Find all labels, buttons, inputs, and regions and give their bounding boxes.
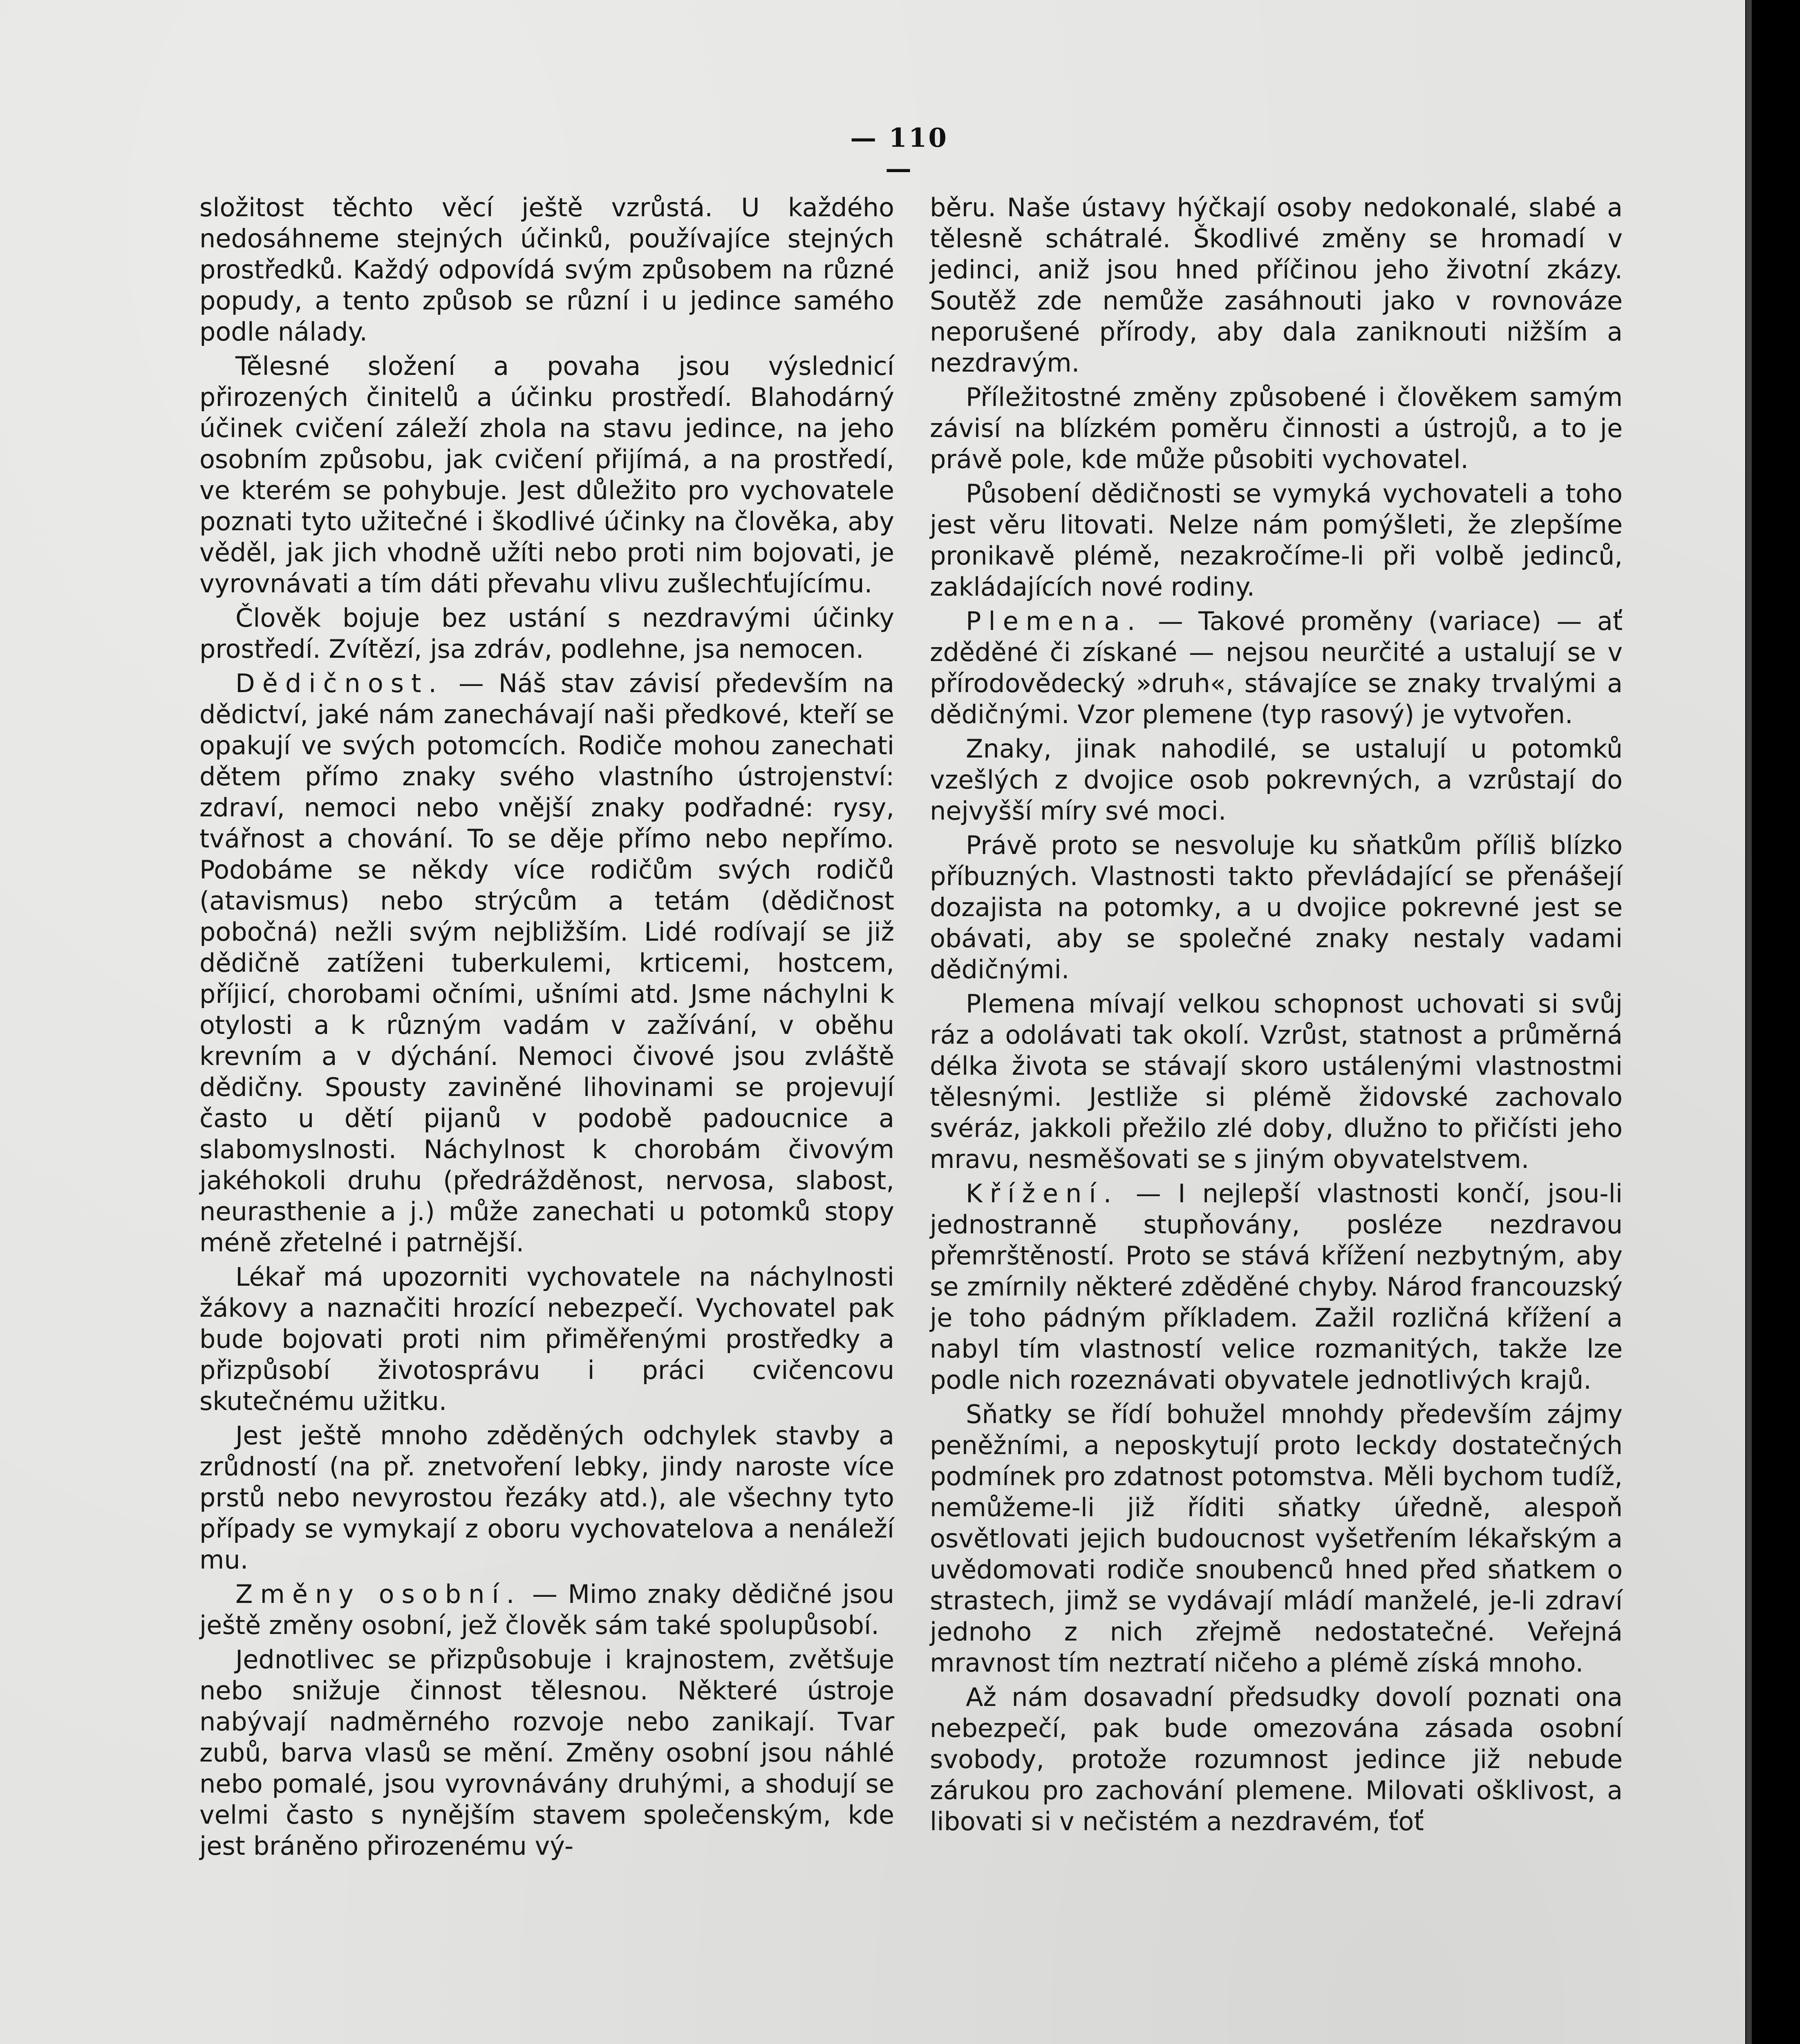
paragraph: Člověk bojuje bez ustání s nezdravými účinky prostředí. Zvítězí, jsa zdráv, podlehne, jsa nemocen. (199, 603, 894, 664)
paragraph: Znaky, jinak nahodilé, se ustalují u potomků vzešlých z dvojice osob pokrevných, a vzrůstají do nejvyšší míry své moci. (930, 734, 1623, 826)
section-heading-plemena: Plemena. (966, 606, 1143, 636)
paragraph: běru. Naše ústavy hýčkají osoby nedokonalé, slabé a tělesně schátralé. Škodlivé změny se hromadí v jedinci, aniž jsou hned příčinou jeho životní zkázy. Soutěž zde nemůže zasáhnouti jako v rovnováze neporušené přírody, aby dala zaniknouti nižším a nezdravým. (930, 193, 1623, 378)
paragraph: složitost těchto věcí ještě vzrůstá. U každého nedosáhneme stejných účinků, používajíce stejných prostředků. Každý odpovídá svým způsobem na různé popudy, a tento způsob se různí i u jedince samého podle nálady. (199, 193, 894, 347)
paragraph: Plemena mívají velkou schopnost uchovati si svůj ráz a odolávati tak okolí. Vzrůst, statnost a průměrná délka života se stávají skoro ustálenými vlastnostmi tělesnými. Jestliže si plémě židovské zachovalo svéráz, jakkoli přežilo zlé doby, dlužno to přičísti jeho mravu, nesměšovati se s jiným obyvatelstvem. (930, 989, 1623, 1174)
paragraph: Právě proto se nesvoluje ku sňatkům příliš blízko příbuzných. Vlastnosti takto převládající se přenášejí dozajista na potomky, a u dvojice pokrevné jest se obávati, aby se společné znaky nestaly vadami dědičnými. (930, 830, 1623, 984)
paragraph: Sňatky se řídí bohužel mnohdy především zájmy peněžními, a neposkytují proto leckdy dostatečných podmínek pro zdatnost potomstva. Měli bychom tudíž, nemůžeme-li již říditi sňatky úředně, alespoň osvětlovati jejich budoucnost vyšetřením lékařským a uvědomovati rodiče snoubenců hned před sňatkem o strastech, jimž se vydávají mládí manželé, je-li zdraví jednoho z nich zřejmě nedostatečné. Veřejná mravnost tím neztratí ničeho a plémě získá mnoho. (930, 1399, 1623, 1678)
section-heading-krizeni: Křížení. (966, 1179, 1119, 1208)
paragraph-text: — Mimo znaky dědičné jsou ještě změny osobní, jež člověk sám také spolupůsobí. (199, 1579, 894, 1640)
paragraph (199, 668, 894, 1258)
paragraph-text: — I nejlepší vlastnosti končí, jsou-li jednostranně stupňovány, posléze nezdravou přemrštěností. Proto se stává křížení nezbytným, aby se zmírnily některé zděděné chyby. Národ francouzský je toho pádným příkladem. Zažil rozličná křížení a nabyl tím vlastností velice rozmanitých, takže lze podle nich rozeznávati obyvatele jednotlivých krajů. (930, 1179, 1623, 1395)
paragraph (930, 1178, 1623, 1396)
left-column (199, 192, 894, 1865)
scan-dark-border (1745, 0, 1800, 2044)
scan-edge-line (1746, 0, 1752, 2044)
section-heading-dedicnost: Dědičnost. (235, 668, 444, 698)
paragraph: Příležitostné změny způsobené i člověkem samým závisí na blízkém poměru činnosti a ústrojů, a to je právě pole, kde může působiti vychovatel. (930, 382, 1623, 474)
paragraph: Jest ještě mnoho zděděných odchylek stavby a zrůdností (na př. znetvoření lebky, jindy naroste více prstů nebo nevyrostou řezáky atd.), ale všechny tyto případy se vymykají z oboru vychovatelova a nenáleží mu. (199, 1421, 894, 1575)
paragraph: Tělesné složení a povaha jsou výslednicí přirozených činitelů a účinku prostředí. Blahodárný účinek cvičení záleží zhola na stavu jedince, na jeho osobním způsobu, jak cvičení přijímá, a na prostředí, ve kterém se pohybuje. Jest důležito pro vychovatele poznati tyto užitečné i škodlivé účinky na člověka, aby věděl, jak jich vhodně užíti nebo proti nim bojovati, je vyrovnávati a tím dáti převahu vlivu zušlechťujícímu. (199, 351, 894, 598)
paragraph: Až nám dosavadní předsudky dovolí poznati ona nebezpečí, pak bude omezována zásada osobní svobody, protože rozumnost jedince již nebude zárukou pro zachování plemene. Milovati ošklivost, a libovati si v nečistém a nezdravém, ťoť (930, 1682, 1623, 1836)
paragraph: Jednotlivec se přizpůsobuje i krajnostem, zvětšuje nebo snižuje činnost tělesnou. Některé ústroje nabývají nadměrného rozvoje nebo zanikají. Tvar zubů, barva vlasů se mění. Změny osobní jsou náhlé nebo pomalé, jsou vyrovnávány druhými, a shodují se velmi často s nynějším stavem společenským, kde jest bráněno přirozenému vý- (199, 1645, 894, 1861)
paragraph-text: — Náš stav závisí především na dědictví, jaké nám zanechávají naši předkové, kteří se opakují ve svých potomcích. Rodiče mohou zanechati dětem přímo znaky svého vlastního ústrojenství: zdraví, nemoci nebo vnější znaky podřadné: rysy, tvářnost a chování. To se děje přímo nebo nepřímo. Podobáme se někdy více rodičům svých rodičů (atavismus) nebo strýcům a tetám (dědičnost pobočná) nežli svým nejbližším. Lidé rodívají se již dědičně zatíženi tuberkulemi, krticemi, hostcem, příjicí, chorobami očními, ušními atd. Jsme náchylni k otylosti a k různým vadám v zažívání, v oběhu krevním a v dýchání. Nemoci čivové jsou zvláště dědičny. Spousty zaviněné lihovinami se projevují často u dětí pijanů v podobě padoucnice a slabomyslnosti. Náchylnost k chorobám čivovým jakéhokoli druhu (předrážděnost, nervosa, slabost, neurasthenie a j.) může zanechati u potomků stopy méně zřetelné i patrnější. (199, 668, 894, 1257)
section-heading-zmeny-osobni: Změny osobní. (235, 1579, 522, 1609)
paragraph: Lékař má upozorniti vychovatele na náchylnosti žákovy a naznačiti hrozící nebezpečí. Vychovatel pak bude bojovati proti nim přiměřenými prostředky a přizpůsobí životosprávu i práci cvičencovu skutečnému užitku. (199, 1262, 894, 1416)
paragraph: Působení dědičnosti se vymyká vychovateli a toho jest věru litovati. Nelze nám pomýšleti, že zlepšíme pronikavě plémě, nezakročíme-li při volbě jedinců, zakládajících nové rodiny. (930, 479, 1623, 602)
page-number: — 110 — (850, 123, 948, 184)
paragraph (199, 1579, 894, 1641)
right-column (930, 192, 1623, 1840)
paragraph (930, 606, 1623, 730)
paragraph-text: — Takové proměny (variace) — ať zděděné či získané — nejsou neurčité a ustalují se v přírodovědecký »druh«, stávajíce se znaky trvalými a dědičnými. Vzor plemene (typ rasový) je vytvořen. (930, 606, 1623, 729)
